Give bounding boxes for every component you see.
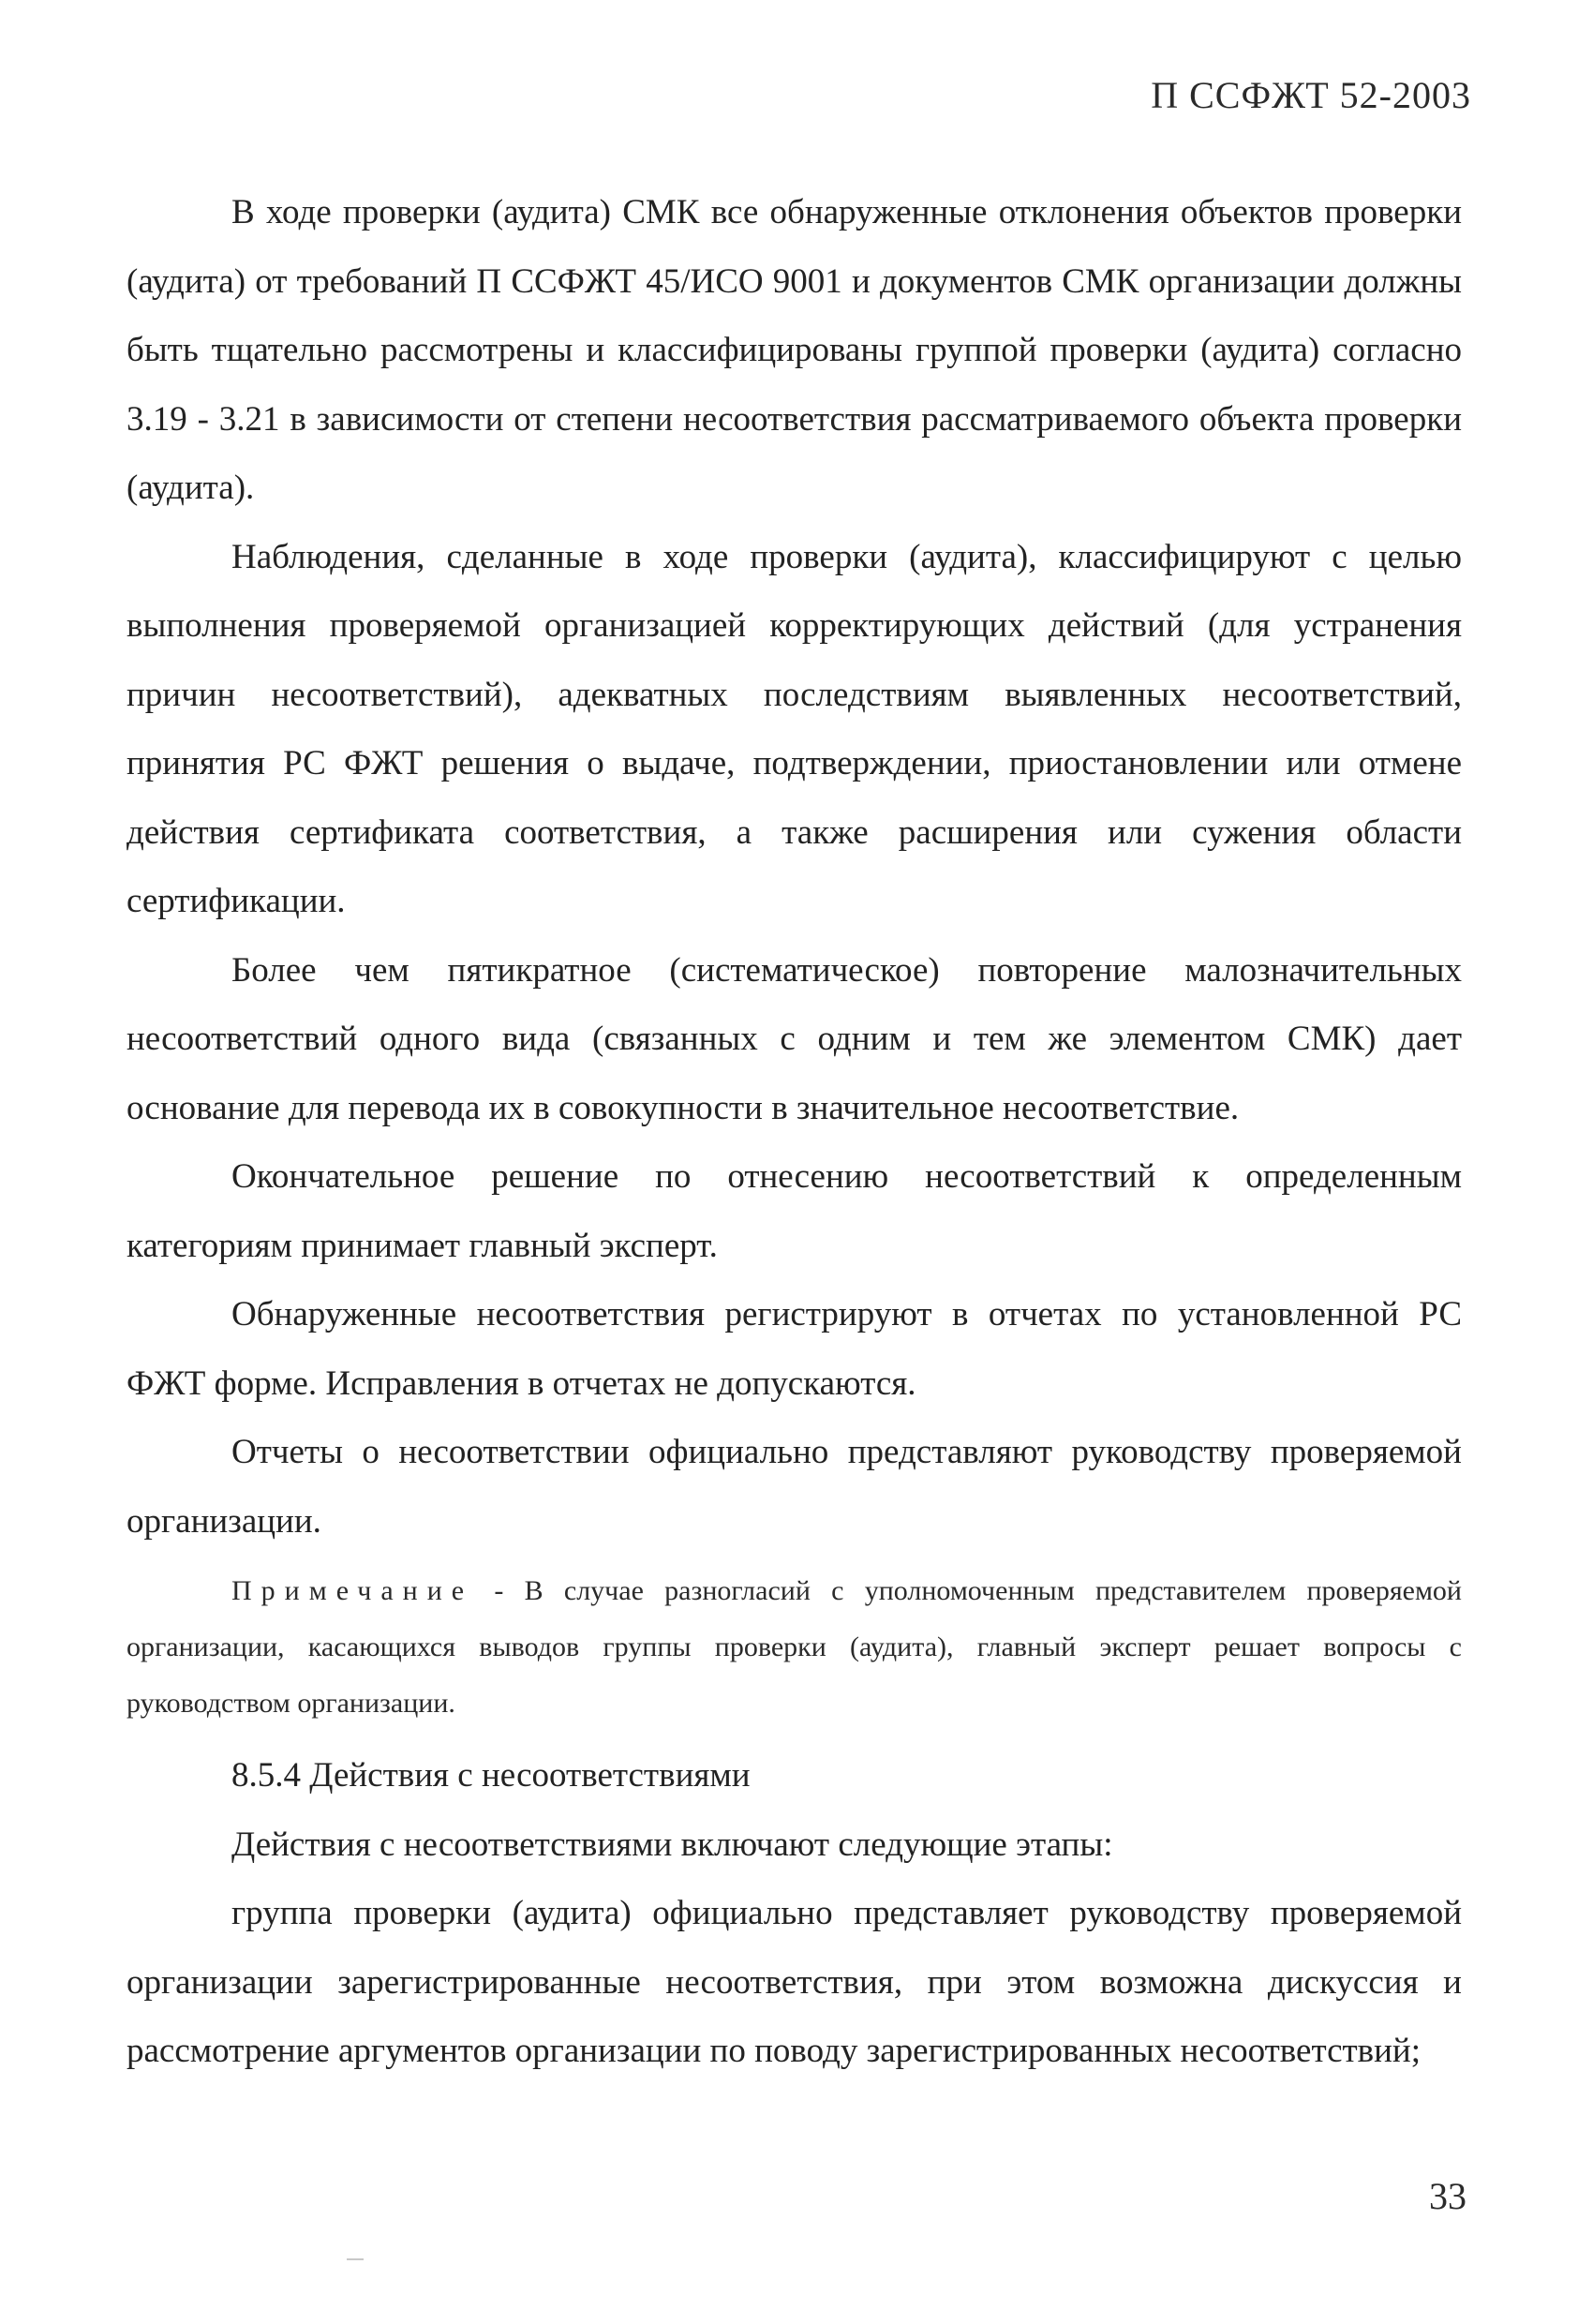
section-heading: 8.5.4 Действия с несоответствиями bbox=[231, 1756, 751, 1795]
paragraph-registration: Обнаруженные несоответствия регистрируют в отчетах по установленной РС ФЖТ форме. Исправления в отчетах не допускаются. bbox=[127, 1295, 1462, 1403]
document-body bbox=[127, 178, 1462, 2086]
note bbox=[127, 1563, 1462, 1732]
note-text: - В случае разногласий с уполномоченным представителем проверяемой организации, касающихся выводов группы проверки (аудита), главный эксперт решает вопросы с руководством организации. bbox=[127, 1575, 1462, 1719]
document-code: П ССФЖТ 52-2003 bbox=[1151, 74, 1471, 116]
scan-speck bbox=[347, 2258, 364, 2260]
section-intro: Действия с несоответствиями включают следующие этапы: bbox=[231, 1825, 1113, 1864]
section-step-1: группа проверки (аудита) официально представляет руководству проверяемой организации зарегистрированные несоответствия, при этом возможна дискуссия и рассмотрение аргументов организации по поводу зарегистрированных несоответствий; bbox=[127, 1894, 1462, 2070]
paragraph-final-decision: Окончательное решение по отнесению несоответствий к определенным категориям принимает главный эксперт. bbox=[127, 1157, 1462, 1265]
paragraph-observations: Наблюдения, сделанные в ходе проверки (аудита), классифицируют с целью выполнения проверяемой организацией корректирующих действий (для устранения причин несоответствий), адекватных последствиям выявленных несоответствий, принятия РС ФЖТ решения о выдаче, подтверждении, приостановлении или отмене действия сертификата соответствия, а также расширения или сужения области сертификации. bbox=[127, 537, 1462, 920]
paragraph-audit-deviations: В ходе проверки (аудита) СМК все обнаруженные отклонения объектов проверки (аудита) от требований П ССФЖТ 45/ИСО 9001 и документов СМК организации должны быть тщательно рассмотрены и классифицированы группой проверки (аудита) согласно 3.19 - 3.21 в зависимости от степени несоответствия рассматриваемого объекта проверки (аудита). bbox=[127, 193, 1462, 507]
paragraph-reports: Отчеты о несоответствии официально представляют руководству проверяемой организации. bbox=[127, 1433, 1462, 1541]
paragraph-repeated-nonconformities: Более чем пятикратное (систематическое) повторение малозначительных несоответствий одного вида (связанных с одним и тем же элементом СМК) дает основание для перевода их в совокупности в значительное несоответствие. bbox=[127, 950, 1462, 1127]
page-number: 33 bbox=[1429, 2175, 1466, 2217]
note-label: Примечание bbox=[231, 1575, 474, 1606]
